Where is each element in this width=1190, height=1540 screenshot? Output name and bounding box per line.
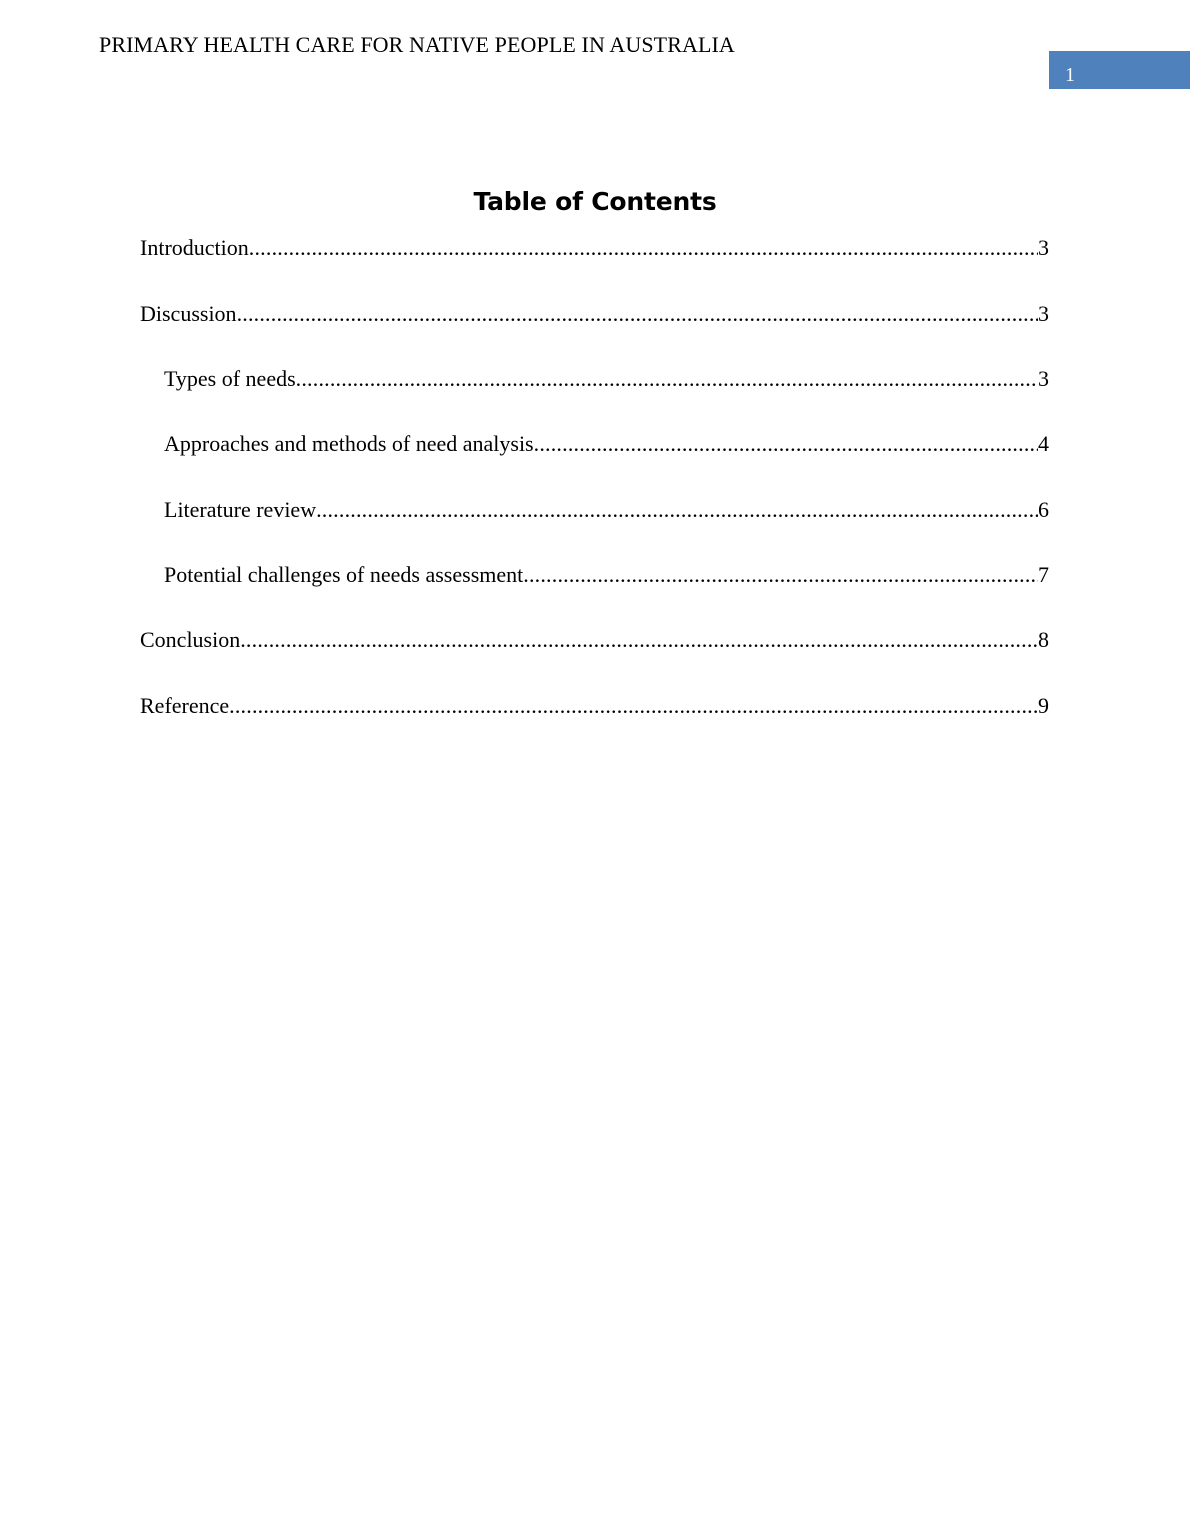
toc-entry-page: 4 xyxy=(1038,431,1049,456)
dot-leader xyxy=(316,496,1038,524)
toc-entry-label: Conclusion xyxy=(140,627,241,652)
toc-entry-label: Potential challenges of needs assessment xyxy=(164,562,524,587)
toc-entry-reference[interactable] xyxy=(140,692,1049,720)
dot-leader xyxy=(249,234,1038,262)
toc-entry-page: 7 xyxy=(1038,562,1049,587)
toc-entry-literature-review[interactable] xyxy=(164,496,1049,524)
toc-entry-label: Literature review xyxy=(164,497,317,522)
toc-entry-label: Approaches and methods of need analysis xyxy=(164,431,534,456)
toc-entry-label: Reference xyxy=(140,693,230,718)
toc-entry-label: Introduction xyxy=(140,235,249,260)
toc-entry-page: 3 xyxy=(1038,366,1049,391)
page-number: 1 xyxy=(1065,64,1075,86)
toc-entry-page: 3 xyxy=(1038,235,1049,260)
dot-leader xyxy=(240,626,1038,654)
dot-leader xyxy=(296,365,1038,393)
dot-leader xyxy=(534,430,1038,458)
toc-entry-introduction[interactable] xyxy=(140,234,1049,262)
toc-entry-label: Types of needs xyxy=(164,366,296,391)
toc-entry-discussion[interactable] xyxy=(140,300,1049,328)
running-head: PRIMARY HEALTH CARE FOR NATIVE PEOPLE IN AUSTRALIA xyxy=(99,32,735,57)
toc-entry-page: 3 xyxy=(1038,301,1049,326)
toc-entry-approaches-and-methods[interactable] xyxy=(164,430,1049,458)
toc-entry-potential-challenges[interactable] xyxy=(164,561,1049,589)
toc-entry-page: 6 xyxy=(1038,497,1049,522)
dot-leader xyxy=(523,561,1038,589)
page-number-badge xyxy=(1049,51,1190,89)
toc-entry-types-of-needs[interactable] xyxy=(164,365,1049,393)
dot-leader xyxy=(237,300,1038,328)
toc-entry-label: Discussion xyxy=(140,301,237,326)
dot-leader xyxy=(229,692,1038,720)
toc-entry-page: 8 xyxy=(1038,627,1049,652)
toc-entry-conclusion[interactable] xyxy=(140,626,1049,654)
toc-title: Table of Contents xyxy=(473,187,717,216)
toc-entry-page: 9 xyxy=(1038,693,1049,718)
